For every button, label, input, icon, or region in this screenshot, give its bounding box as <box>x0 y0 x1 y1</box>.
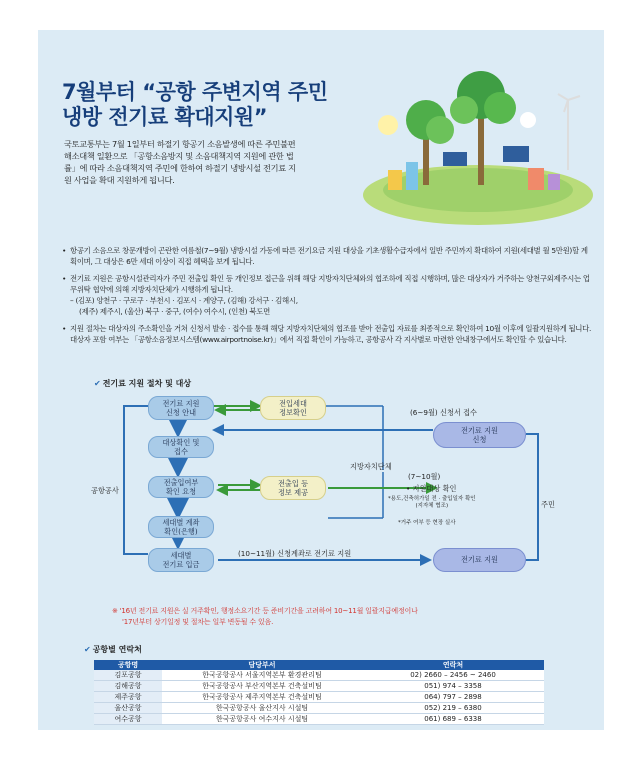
table-cell: 제주공항 <box>94 692 162 703</box>
table-cell: 한국공항공사 부산지역본부 건축설비팀 <box>162 681 362 692</box>
table-cell: 064) 797 – 2898 <box>362 692 544 703</box>
bullet-item: • 항공기 소음으로 창문개방이 곤란한 여름철(7~9월) 냉방시설 가동에 따른 전기요금 지원 대상을 기초생활수급자에서 일반 주민까지 확대하여 지원(세대별 월 5만원)할 계획이며, 그 대상은 6만 세대 이상이 직접 혜택을 보게 됩니다. <box>62 246 588 266</box>
check-icon: ✔ <box>84 645 91 654</box>
table-header: 담당부서 <box>162 660 362 670</box>
bullet-item: • 지원 절차는 대상자의 주소확인을 거쳐 신청서 발송 · 접수를 통해 해당 지방자치단체의 협조를 받아 전출입 자료를 최종적으로 확인하여 10월 이후에 일괄지원하게 됩니다. 대상자 포함 여부는 「공항소음정보시스템(www.airportnoise.kr)」에서 직접 확인이 가능하고, 공항공사 각 지사별로 마련한 안내창구에서도 확인할 수 있습니다. <box>62 324 592 344</box>
flow-section-title: ✔ 전기료 지원 절차 및 대상 <box>94 379 192 388</box>
table-row <box>94 670 544 681</box>
box-account-check: 세대별 계좌 확인(은행) <box>148 516 214 538</box>
table-row <box>94 692 544 703</box>
table-cell: 여수공항 <box>94 714 162 725</box>
table-cell: 김해공항 <box>94 681 162 692</box>
table-row <box>94 703 544 714</box>
notice-note: ※ '16년 전기료 지원은 실 거주확인, 행정소요기간 등 준비기간을 고려하여 10~11월 일괄지급예정이나 '17년부터 상기일정 및 절차는 일부 변동될 수 있음. <box>112 607 418 626</box>
contacts-table <box>94 660 544 725</box>
contacts-section-title: ✔ 공항별 연락처 <box>84 645 142 654</box>
label-target-check: • 지원대상 확인 <box>406 484 457 493</box>
table-cell: 051) 974 – 3358 <box>362 681 544 692</box>
title-line-2: 냉방 전기료 확대지원” <box>62 105 267 129</box>
table-row <box>94 714 544 725</box>
table-cell: 울산공항 <box>94 703 162 714</box>
label-receive: (6~9월) 신청서 접수 <box>410 408 478 417</box>
box-move-request: 전출입여부 확인 요청 <box>148 476 214 498</box>
table-cell: 한국공항공사 제주지역본부 건축설비팀 <box>162 692 362 703</box>
box-apply-guide: 전기료 지원 신청 안내 <box>148 396 214 420</box>
table-header-row <box>94 660 544 670</box>
table-cell: 한국공항공사 서울지역본부 환경관리팀 <box>162 670 362 681</box>
title-line-1: 7월부터 “공항 주변지역 주민 <box>62 80 328 104</box>
box-pay: 세대별 전기료 입금 <box>148 548 214 572</box>
intro-paragraph: 국토교통부는 7월 1일부터 하절기 항공기 소음발생에 따른 주민불편 해소대책 일환으로 「공항소음방지 및 소음대책지역 지원에 관한 법률」에 따라 소음대책지역 주민에 한하여 하절기 냉방시설 전기료 지원 사업을 확대 지원하게 됩니다. <box>64 139 296 185</box>
notice-page <box>38 30 604 730</box>
bullet-sub-line: – (김포) 양천구 · 구로구 · 부천시 · 김포시 · 계양구, (김해) 강서구 · 김해시, <box>70 296 298 305</box>
box-support: 전기료 지원 <box>433 548 526 572</box>
label-airport: 공항공사 <box>91 486 119 495</box>
label-resident: 주민 <box>541 500 555 509</box>
label-payment: (10~11월) 신청계좌로 전기료 지원 <box>238 549 352 558</box>
box-move-provide: 전출입 등 정보 제공 <box>260 476 326 500</box>
table-cell: 061) 689 – 6338 <box>362 714 544 725</box>
table-header: 연락처 <box>362 660 544 670</box>
table-cell: 052) 219 – 6380 <box>362 703 544 714</box>
table-header: 공항명 <box>94 660 162 670</box>
label-july-oct: (7~10월) <box>408 472 441 481</box>
check-icon: ✔ <box>94 379 101 388</box>
box-apply-receive: 전기료 지원 신청 <box>433 422 526 448</box>
label-local-gov: 지방자치단체 <box>350 462 392 471</box>
table-cell: 김포공항 <box>94 670 162 681</box>
label-survey: *거주 여부 등 현장 실사 <box>398 520 456 526</box>
table-row <box>94 681 544 692</box>
box-move-check: 전입세대 정보확인 <box>260 396 326 420</box>
box-target-accept: 대상확인 및 접수 <box>148 436 214 458</box>
table-cell: 02) 2660 – 2456 ~ 2460 <box>362 670 544 681</box>
bullet-item: • 전기료 지원은 공항시설관리자가 주민 전출입 확인 등 개인정보 접근을 위해 해당 지방자치단체와의 협조하에 직접 시행하며, 많은 대상자가 거주하는 양천구외제주시는 업무위탁 협약에 의해 지방자치단체가 시행하게 됩니다. – (김포) 양천구 · 구로구 · 부천시 · 김포시 · 계양구, (김해) 강서구 · 김해시, (제주) 제주시, (울산) 북구 · 중구, (여수) 여수시, (인천) 북도면 <box>62 273 592 317</box>
label-target-note: *용도,건축허가일 전 · 출입일자 확인 (지자체 협조) <box>388 496 476 509</box>
table-cell: 한국공항공사 울산지사 시설팀 <box>162 703 362 714</box>
bullet-sub-line: (제주) 제주시, (울산) 북구 · 중구, (여수) 여수시, (인천) 북도면 <box>79 307 270 316</box>
table-cell: 한국공항공사 여수지사 시설팀 <box>162 714 362 725</box>
